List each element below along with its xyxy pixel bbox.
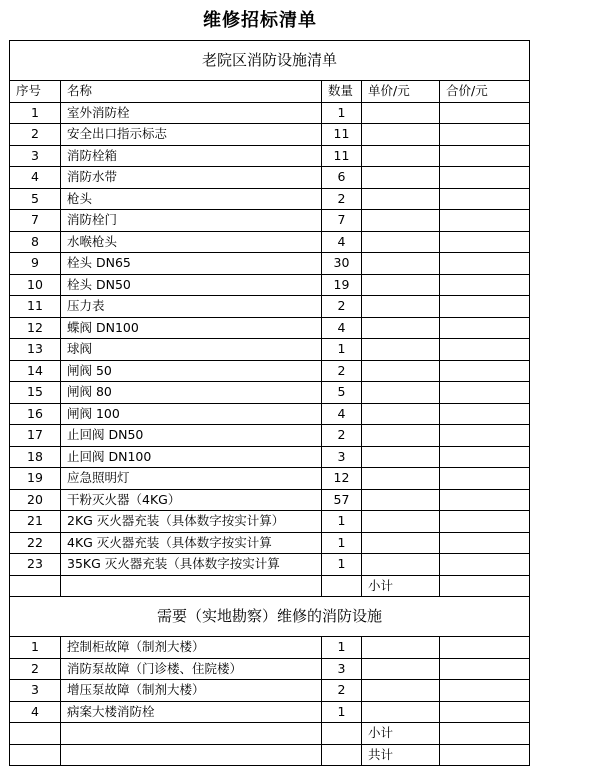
table-row — [10, 403, 530, 425]
section1-unit-price-cell — [362, 511, 440, 533]
section2-unit-price-cell — [362, 637, 440, 659]
section2-heading-row — [10, 597, 530, 637]
section1-item-qty: 4 — [322, 403, 362, 425]
section1-item-no: 22 — [10, 532, 61, 554]
table-header-row — [10, 81, 530, 103]
table-row — [10, 680, 530, 702]
section1-item-name: 栓头 DN65 — [61, 253, 322, 275]
section1-unit-price-cell — [362, 188, 440, 210]
section1-item-qty: 11 — [322, 124, 362, 146]
section2-heading: 需要（实地勘察）维修的消防设施 — [10, 597, 530, 637]
section1-item-no: 7 — [10, 210, 61, 232]
section1-item-qty: 1 — [322, 102, 362, 124]
section1-item-no: 10 — [10, 274, 61, 296]
section1-unit-price-cell — [362, 317, 440, 339]
section1-unit-price-cell — [362, 274, 440, 296]
section1-item-no: 9 — [10, 253, 61, 275]
table-row — [10, 425, 530, 447]
section1-item-qty: 30 — [322, 253, 362, 275]
section1-unit-price-cell — [362, 532, 440, 554]
col-header-name: 名称 — [61, 81, 322, 103]
section1-item-name: 蝶阀 DN100 — [61, 317, 322, 339]
section1-item-no: 21 — [10, 511, 61, 533]
section1-item-name: 枪头 — [61, 188, 322, 210]
table-row — [10, 102, 530, 124]
table-row — [10, 210, 530, 232]
section2-item-no: 3 — [10, 680, 61, 702]
section1-unit-price-cell — [362, 403, 440, 425]
section2-total-price-cell — [440, 680, 530, 702]
section1-unit-price-cell — [362, 382, 440, 404]
section1-item-name: 4KG 灭火器充装（具体数字按实计算 — [61, 532, 322, 554]
section1-total-price-cell — [440, 511, 530, 533]
section1-unit-price-cell — [362, 468, 440, 490]
section1-total-price-cell — [440, 296, 530, 318]
col-header-no: 序号 — [10, 81, 61, 103]
table-row — [10, 532, 530, 554]
empty-cell — [322, 723, 362, 745]
section1-total-price-cell — [440, 425, 530, 447]
section1-unit-price-cell — [362, 145, 440, 167]
bid-table — [9, 40, 530, 766]
section2-total-price-cell — [440, 637, 530, 659]
section1-unit-price-cell — [362, 253, 440, 275]
table-row — [10, 231, 530, 253]
section2-unit-price-cell — [362, 701, 440, 723]
section1-item-name: 安全出口指示标志 — [61, 124, 322, 146]
section1-item-qty: 3 — [322, 446, 362, 468]
section2-item-qty: 3 — [322, 658, 362, 680]
section1-item-name: 消防水带 — [61, 167, 322, 189]
table-row — [10, 167, 530, 189]
section1-item-name: 2KG 灭火器充装（具体数字按实计算） — [61, 511, 322, 533]
section1-heading-row — [10, 41, 530, 81]
section1-total-price-cell — [440, 145, 530, 167]
section1-total-price-cell — [440, 489, 530, 511]
section1-item-no: 11 — [10, 296, 61, 318]
grand-total-value-cell — [440, 744, 530, 766]
section1-unit-price-cell — [362, 167, 440, 189]
empty-cell — [61, 744, 322, 766]
empty-cell — [61, 723, 322, 745]
table-row — [10, 637, 530, 659]
section2-subtotal-value-cell — [440, 723, 530, 745]
section1-item-no: 23 — [10, 554, 61, 576]
section1-item-no: 16 — [10, 403, 61, 425]
section2-item-name: 消防泵故障（门诊楼、住院楼） — [61, 658, 322, 680]
table-row — [10, 339, 530, 361]
section1-total-price-cell — [440, 317, 530, 339]
section2-item-no: 2 — [10, 658, 61, 680]
table-row — [10, 489, 530, 511]
section1-unit-price-cell — [362, 124, 440, 146]
grand-total-label: 共计 — [362, 744, 440, 766]
table-row — [10, 188, 530, 210]
section1-unit-price-cell — [362, 554, 440, 576]
empty-cell — [322, 744, 362, 766]
section1-unit-price-cell — [362, 489, 440, 511]
section1-item-no: 19 — [10, 468, 61, 490]
table-row — [10, 382, 530, 404]
section2-item-qty: 1 — [322, 637, 362, 659]
section1-item-qty: 2 — [322, 425, 362, 447]
section1-item-no: 2 — [10, 124, 61, 146]
section1-item-qty: 4 — [322, 231, 362, 253]
empty-cell — [61, 575, 322, 597]
section1-subtotal-value-cell — [440, 575, 530, 597]
table-row — [10, 554, 530, 576]
section1-total-price-cell — [440, 231, 530, 253]
section1-item-qty: 11 — [322, 145, 362, 167]
section1-total-price-cell — [440, 360, 530, 382]
table-row — [10, 701, 530, 723]
empty-cell — [10, 744, 61, 766]
empty-cell — [10, 723, 61, 745]
section1-item-no: 20 — [10, 489, 61, 511]
section1-total-price-cell — [440, 124, 530, 146]
table-row — [10, 468, 530, 490]
section1-item-name: 35KG 灭火器充装（具体数字按实计算 — [61, 554, 322, 576]
section2-subtotal-row — [10, 723, 530, 745]
section1-item-no: 3 — [10, 145, 61, 167]
section1-item-qty: 5 — [322, 382, 362, 404]
section1-item-qty: 1 — [322, 554, 362, 576]
section1-item-name: 水喉枪头 — [61, 231, 322, 253]
section1-item-no: 15 — [10, 382, 61, 404]
section1-total-price-cell — [440, 554, 530, 576]
section1-unit-price-cell — [362, 425, 440, 447]
section1-total-price-cell — [440, 382, 530, 404]
section2-item-no: 4 — [10, 701, 61, 723]
col-header-total-price: 合价/元 — [440, 81, 530, 103]
section1-item-no: 4 — [10, 167, 61, 189]
table-row — [10, 274, 530, 296]
empty-cell — [10, 575, 61, 597]
section2-subtotal-label: 小计 — [362, 723, 440, 745]
section1-unit-price-cell — [362, 210, 440, 232]
section1-item-name: 闸阀 50 — [61, 360, 322, 382]
section1-item-name: 消防栓门 — [61, 210, 322, 232]
table-row — [10, 446, 530, 468]
section1-item-name: 栓头 DN50 — [61, 274, 322, 296]
section1-total-price-cell — [440, 188, 530, 210]
section1-item-no: 13 — [10, 339, 61, 361]
table-row — [10, 317, 530, 339]
section1-item-name: 闸阀 80 — [61, 382, 322, 404]
section1-item-name: 闸阀 100 — [61, 403, 322, 425]
section1-unit-price-cell — [362, 102, 440, 124]
section1-total-price-cell — [440, 253, 530, 275]
section1-item-qty: 1 — [322, 511, 362, 533]
section1-item-no: 14 — [10, 360, 61, 382]
section1-total-price-cell — [440, 532, 530, 554]
section1-total-price-cell — [440, 446, 530, 468]
section1-total-price-cell — [440, 339, 530, 361]
section2-unit-price-cell — [362, 680, 440, 702]
section1-subtotal-label: 小计 — [362, 575, 440, 597]
section1-item-qty: 12 — [322, 468, 362, 490]
section1-total-price-cell — [440, 102, 530, 124]
section1-item-qty: 2 — [322, 296, 362, 318]
section2-unit-price-cell — [362, 658, 440, 680]
table-row — [10, 511, 530, 533]
page-title: 维修招标清单 — [203, 10, 317, 31]
table-row — [10, 296, 530, 318]
section2-item-name: 病案大楼消防栓 — [61, 701, 322, 723]
section2-item-qty: 2 — [322, 680, 362, 702]
section1-item-qty: 1 — [322, 339, 362, 361]
section1-item-name: 消防栓箱 — [61, 145, 322, 167]
col-header-unit-price: 单价/元 — [362, 81, 440, 103]
section1-subtotal-row — [10, 575, 530, 597]
section1-total-price-cell — [440, 167, 530, 189]
section1-item-qty: 2 — [322, 360, 362, 382]
section1-item-name: 球阀 — [61, 339, 322, 361]
bid-table-body — [10, 41, 530, 766]
section1-item-no: 8 — [10, 231, 61, 253]
section1-item-qty: 2 — [322, 188, 362, 210]
section1-item-qty: 6 — [322, 167, 362, 189]
section1-unit-price-cell — [362, 231, 440, 253]
section1-total-price-cell — [440, 403, 530, 425]
section1-total-price-cell — [440, 210, 530, 232]
section1-item-qty: 19 — [322, 274, 362, 296]
section1-unit-price-cell — [362, 360, 440, 382]
section1-item-name: 干粉灭火器（4KG） — [61, 489, 322, 511]
section1-item-name: 应急照明灯 — [61, 468, 322, 490]
section1-unit-price-cell — [362, 339, 440, 361]
section1-item-qty: 7 — [322, 210, 362, 232]
section1-item-qty: 57 — [322, 489, 362, 511]
section1-item-no: 18 — [10, 446, 61, 468]
section1-total-price-cell — [440, 274, 530, 296]
section1-item-qty: 1 — [322, 532, 362, 554]
grand-total-row — [10, 744, 530, 766]
section1-item-no: 17 — [10, 425, 61, 447]
section2-total-price-cell — [440, 701, 530, 723]
section1-item-name: 止回阀 DN100 — [61, 446, 322, 468]
section1-item-name: 压力表 — [61, 296, 322, 318]
table-row — [10, 360, 530, 382]
section1-item-no: 1 — [10, 102, 61, 124]
section2-item-no: 1 — [10, 637, 61, 659]
table-row — [10, 658, 530, 680]
section2-total-price-cell — [440, 658, 530, 680]
section1-item-name: 止回阀 DN50 — [61, 425, 322, 447]
section1-heading: 老院区消防设施清单 — [10, 41, 530, 81]
section1-item-no: 5 — [10, 188, 61, 210]
section2-item-name: 控制柜故障（制剂大楼） — [61, 637, 322, 659]
section1-item-no: 12 — [10, 317, 61, 339]
section1-total-price-cell — [440, 468, 530, 490]
empty-cell — [322, 575, 362, 597]
section2-item-name: 增压泵故障（制剂大楼） — [61, 680, 322, 702]
table-row — [10, 145, 530, 167]
section1-unit-price-cell — [362, 296, 440, 318]
section2-item-qty: 1 — [322, 701, 362, 723]
section1-item-name: 室外消防栓 — [61, 102, 322, 124]
section1-unit-price-cell — [362, 446, 440, 468]
table-row — [10, 253, 530, 275]
table-row — [10, 124, 530, 146]
col-header-qty: 数量 — [322, 81, 362, 103]
section1-item-qty: 4 — [322, 317, 362, 339]
